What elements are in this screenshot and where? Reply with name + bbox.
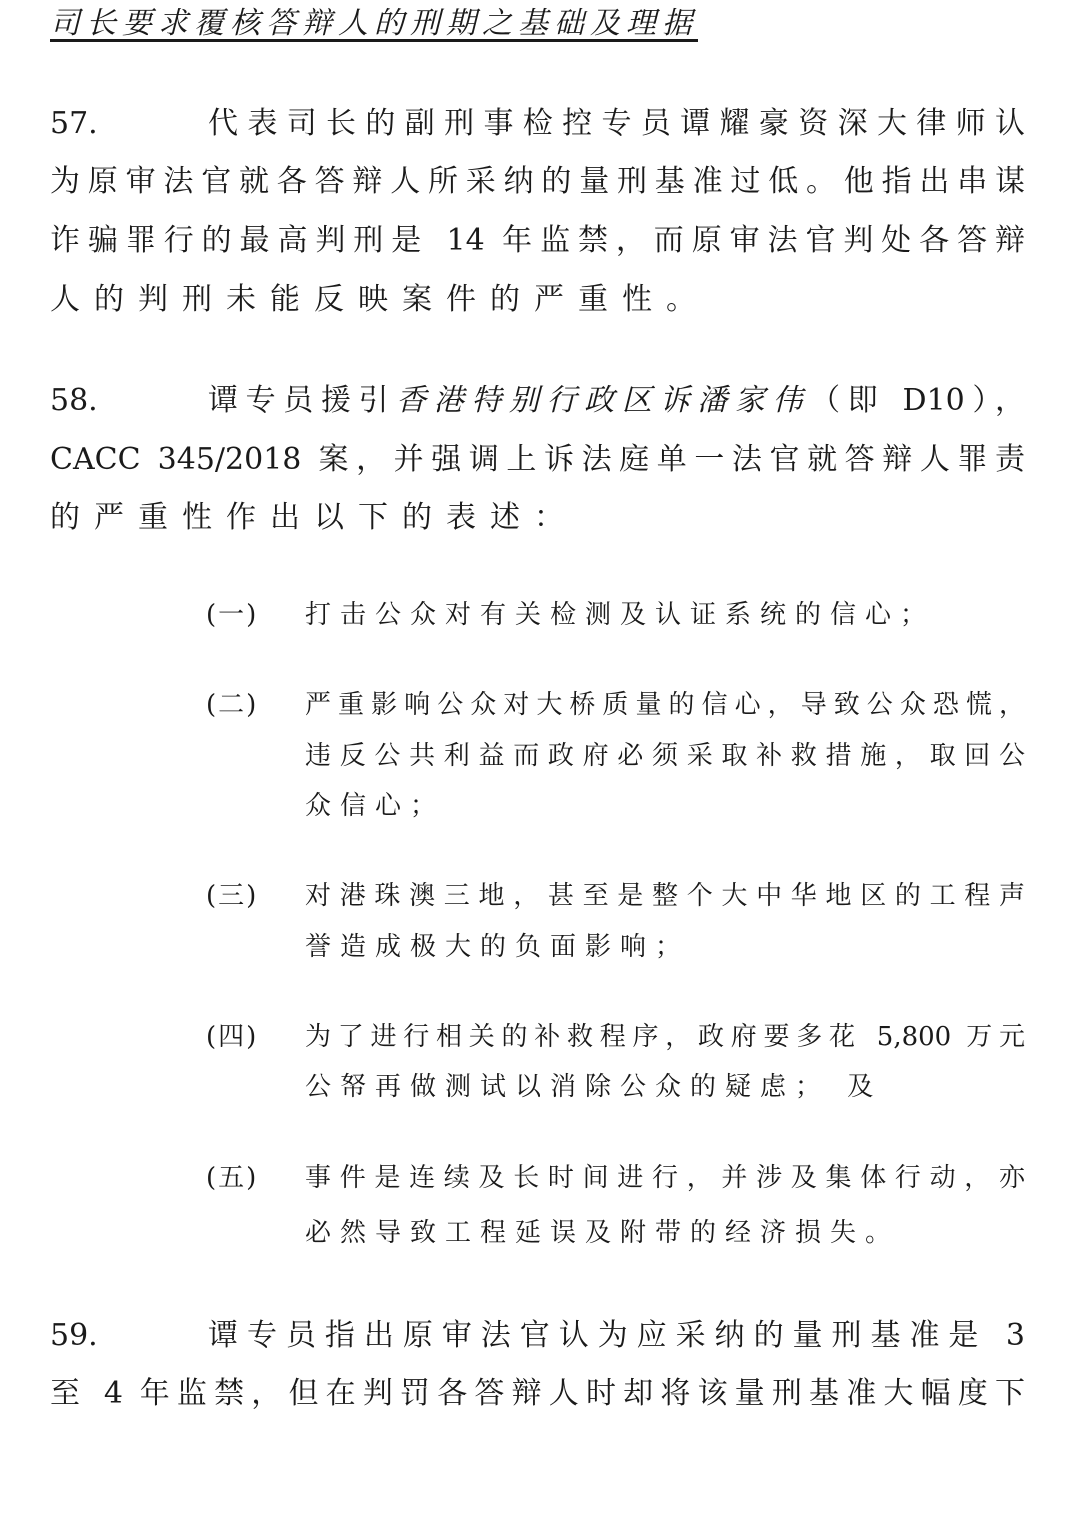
paragraph-number-57: 57. bbox=[50, 106, 98, 141]
p58-line-1-post: （即 D10）， bbox=[810, 383, 1026, 418]
p59-line-1: 谭专员指出原审法官认为应采纳的量刑基准是 3 bbox=[208, 1318, 1025, 1353]
list-item-label: (五) bbox=[206, 1163, 259, 1193]
list-item-line: 对港珠澳三地，甚至是整个大中华地区的工程声 bbox=[305, 881, 1025, 911]
paragraph-number-58: 58. bbox=[50, 383, 98, 418]
list-item-line: 严重影响公众对大桥质量的信心，导致公众恐慌， bbox=[305, 690, 1025, 720]
list-item-line: 必然导致工程延误及附带的经济损失。 bbox=[305, 1218, 901, 1248]
p57-line-1: 代表司长的副刑事检控专员谭耀豪资深大律师认 bbox=[208, 106, 1025, 141]
list-item-label: (二) bbox=[206, 690, 259, 720]
list-item-label: (三) bbox=[206, 881, 259, 911]
list-item-line: 为了进行相关的补救程序，政府要多花 5,800 万元 bbox=[305, 1022, 1025, 1052]
p57-line-3: 诈骗罪行的最高判刑是 14 年监禁，而原审法官判处各答辩 bbox=[50, 223, 1025, 258]
p58-line-2: CACC 345/2018 案，并强调上诉法庭单一法官就答辩人罪责 bbox=[50, 442, 1025, 477]
paragraph-number-59: 59. bbox=[50, 1318, 98, 1353]
list-item-label: (四) bbox=[206, 1022, 259, 1052]
p59-line-2: 至 4 年监禁，但在判罚各答辩人时却将该量刑基准大幅度下 bbox=[50, 1376, 1025, 1411]
list-item-line: 誉造成极大的负面影响； bbox=[305, 932, 691, 962]
p58-line-3: 的严重性作出以下的表述： bbox=[50, 500, 578, 535]
list-item-line: 事件是连续及长时间进行，并涉及集体行动，亦 bbox=[305, 1163, 1025, 1193]
p57-line-2: 为原审法官就各答辩人所采纳的量刑基准过低。他指出串谋 bbox=[50, 164, 1025, 199]
p58-line-1 bbox=[208, 381, 1025, 421]
list-item-line: 违反公共利益而政府必须采取补救措施，取回公 bbox=[305, 741, 1025, 771]
list-item-line: 打击公众对有关检测及认证系统的信心； bbox=[305, 600, 936, 630]
section-heading: 司长要求覆核答辩人的刑期之基础及理据 bbox=[50, 6, 698, 41]
list-item-label: (一) bbox=[206, 600, 259, 630]
list-item-line: 公帑再做测试以消除公众的疑虑； 及 bbox=[305, 1072, 883, 1102]
p57-line-4: 人的判刑未能反映案件的严重性。 bbox=[50, 282, 710, 317]
list-item-line: 众信心； bbox=[305, 791, 446, 821]
p58-line-1-pre: 谭专员援引 bbox=[208, 383, 397, 418]
case-name: 香港特别行政区诉潘家伟 bbox=[396, 383, 811, 418]
